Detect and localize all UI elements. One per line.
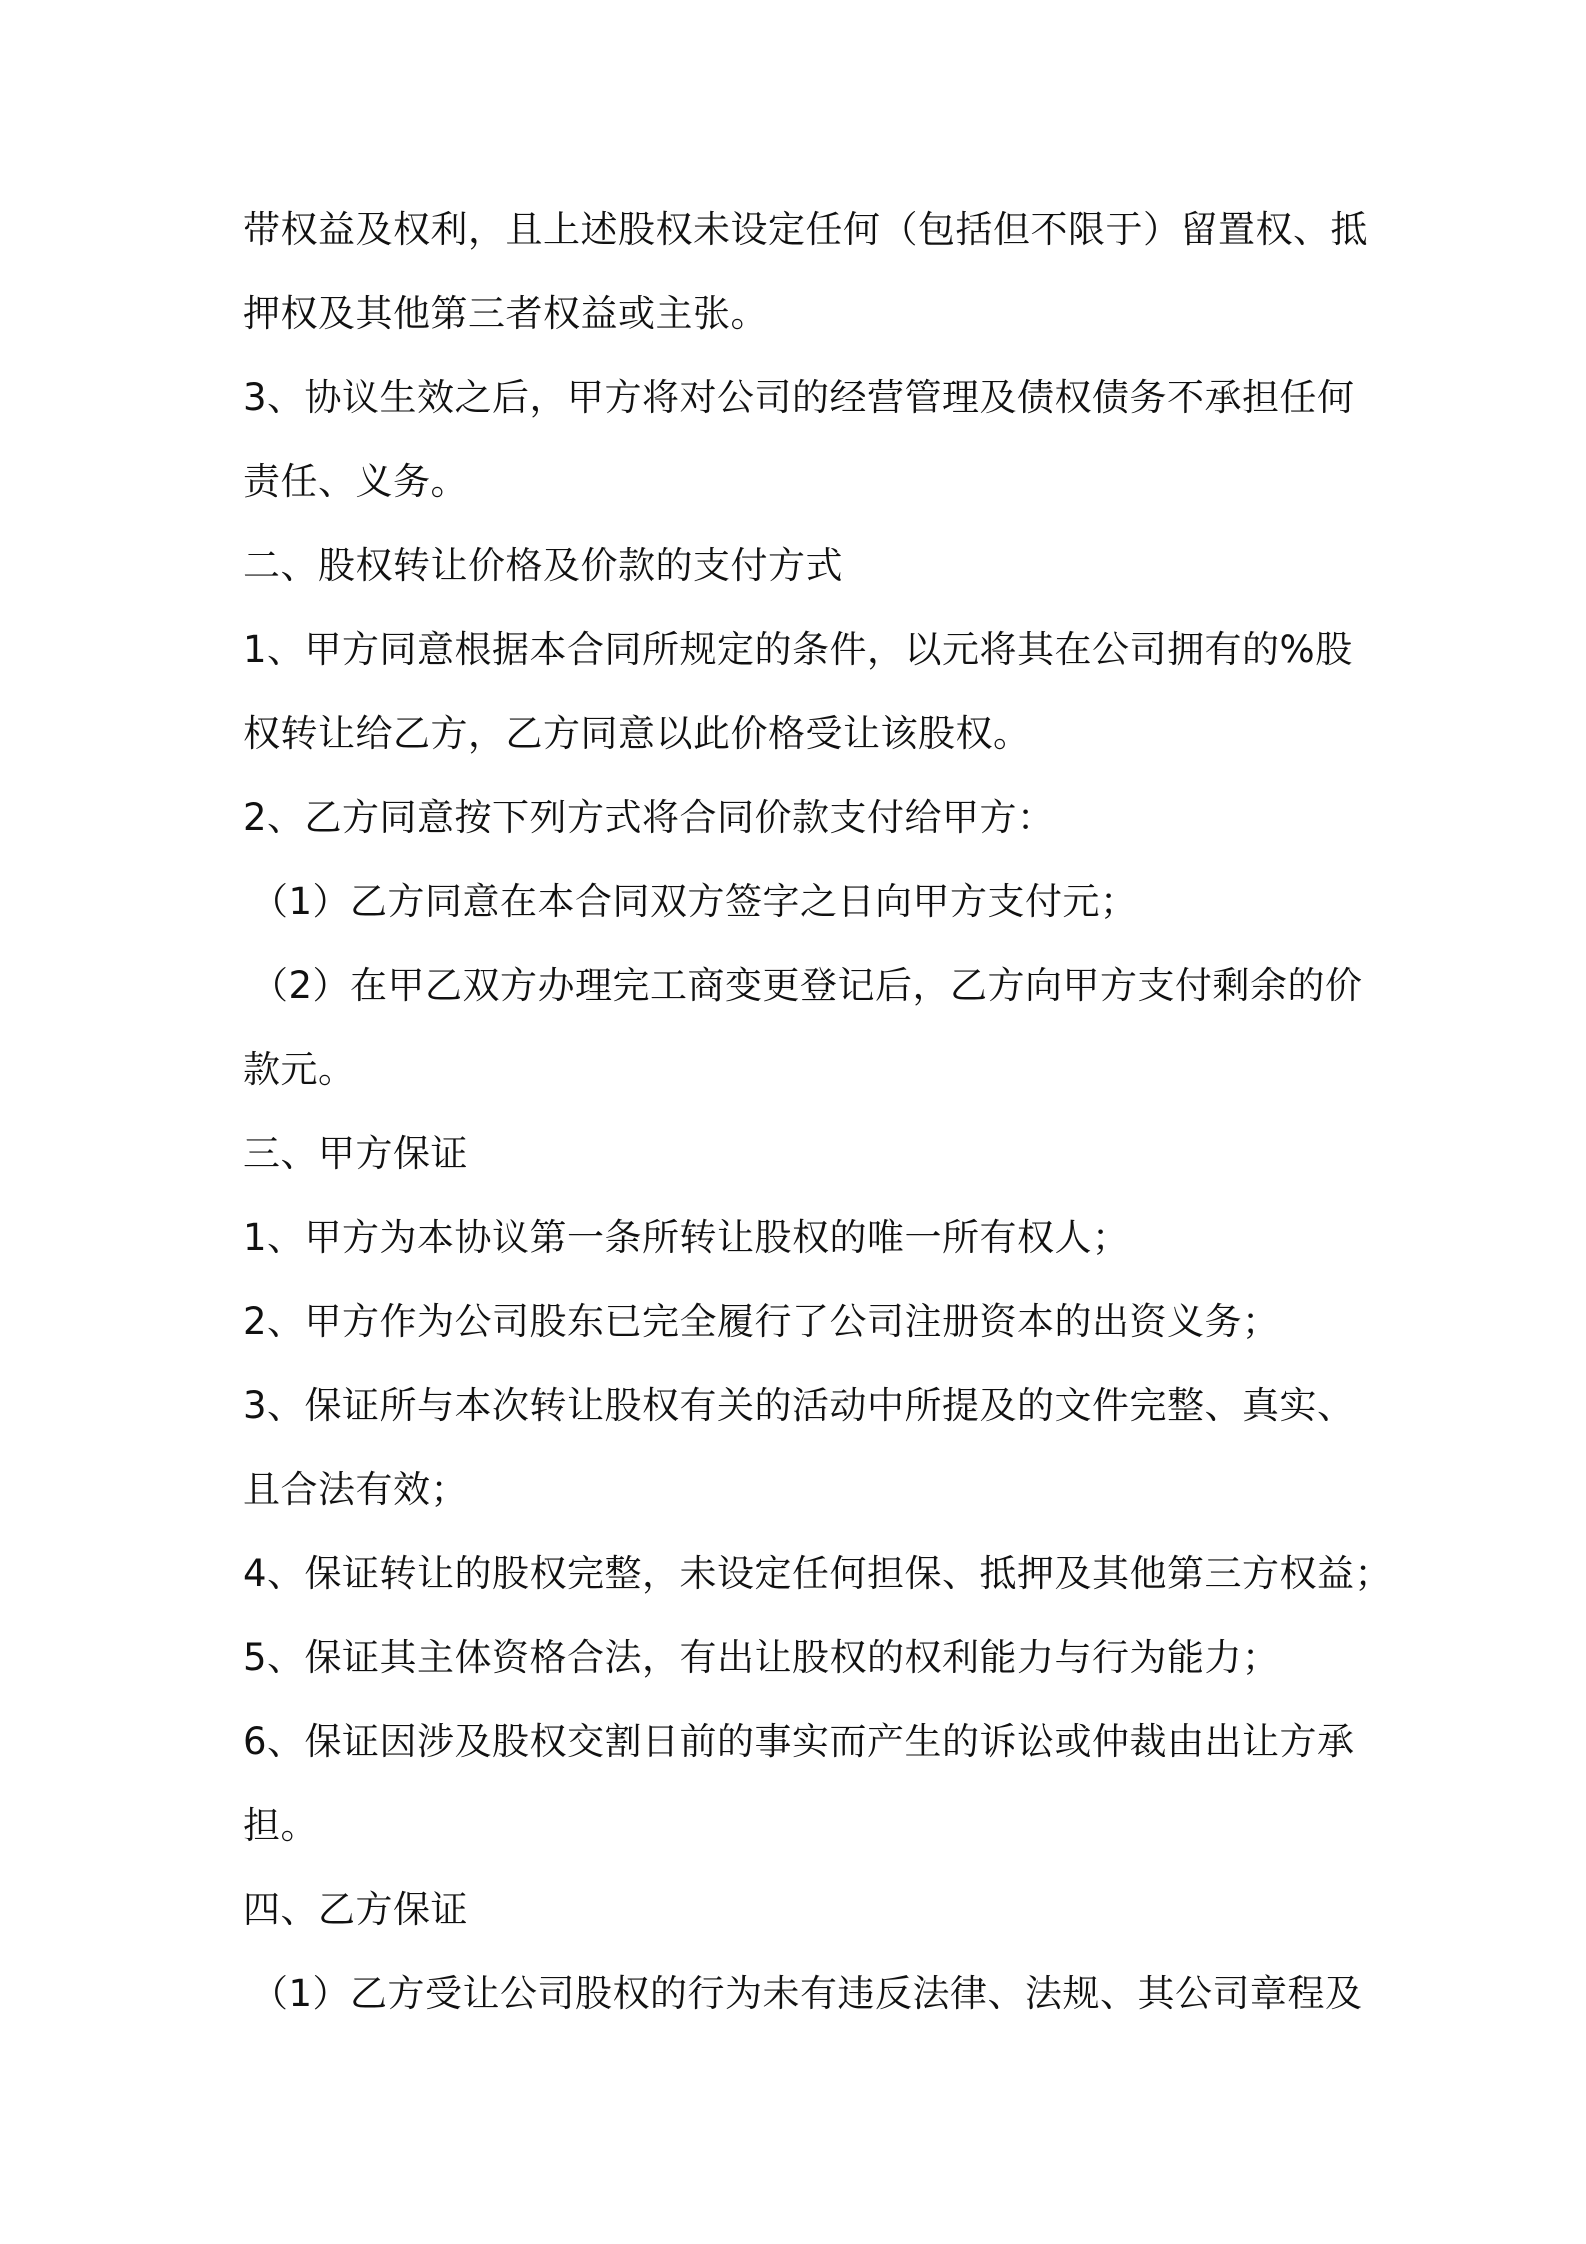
text-line: 1、甲方同意根据本合同所规定的条件，以元将其在公司拥有的%股 <box>243 628 1353 671</box>
text-line: 押权及其他第三者权益或主张。 <box>243 292 768 335</box>
text-line: 且合法有效； <box>243 1468 468 1511</box>
text-line: 3、协议生效之后，甲方将对公司的经营管理及债权债务不承担任何 <box>243 376 1355 419</box>
text-line: （1）乙方同意在本合同双方签字之日向甲方支付元； <box>251 880 1138 923</box>
section-heading: 四、乙方保证 <box>243 1888 468 1931</box>
section-heading: 三、甲方保证 <box>243 1132 468 1175</box>
text-line: 1、甲方为本协议第一条所转让股权的唯一所有权人； <box>243 1216 1130 1259</box>
text-line: 3、保证所与本次转让股权有关的活动中所提及的文件完整、真实、 <box>243 1384 1355 1427</box>
text-line: 4、保证转让的股权完整，未设定任何担保、抵押及其他第三方权益； <box>243 1552 1393 1595</box>
text-line: 6、保证因涉及股权交割日前的事实而产生的诉讼或仲裁由出让方承 <box>243 1720 1355 1763</box>
text-line: 5、保证其主体资格合法，有出让股权的权利能力与行为能力； <box>243 1636 1280 1679</box>
section-heading: 二、股权转让价格及价款的支付方式 <box>243 544 843 587</box>
text-line: 权转让给乙方，乙方同意以此价格受让该股权。 <box>243 712 1031 755</box>
text-line: （2）在甲乙双方办理完工商变更登记后，乙方向甲方支付剩余的价 <box>251 964 1363 1007</box>
text-line: 担。 <box>243 1804 318 1847</box>
text-line: （1）乙方受让公司股权的行为未有违反法律、法规、其公司章程及 <box>251 1972 1363 2015</box>
text-line: 2、乙方同意按下列方式将合同价款支付给甲方： <box>243 796 1055 839</box>
text-line: 责任、义务。 <box>243 460 468 503</box>
text-line: 款元。 <box>243 1048 356 1091</box>
text-line: 2、甲方作为公司股东已完全履行了公司注册资本的出资义务； <box>243 1300 1280 1343</box>
text-line: 带权益及权利，且上述股权未设定任何（包括但不限于）留置权、抵 <box>243 208 1368 251</box>
